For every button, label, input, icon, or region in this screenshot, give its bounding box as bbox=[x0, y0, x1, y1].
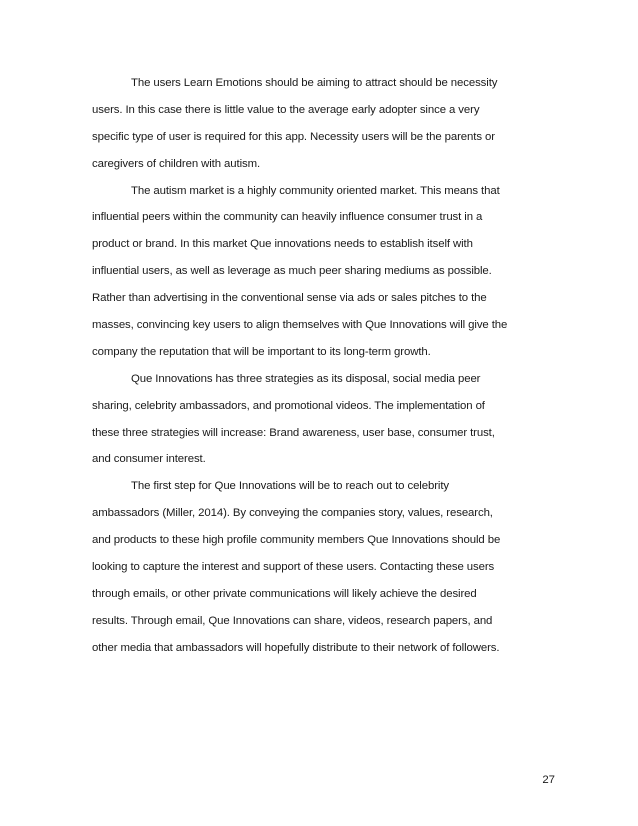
text-line: Que Innovations has three strategies as its disposal, social media peer bbox=[131, 372, 481, 385]
text-line: masses, convincing key users to align themselves with Que Innovations will give the bbox=[92, 319, 508, 332]
text-line: these three strategies will increase: Brand awareness, user base, consumer trust, bbox=[92, 426, 495, 439]
text-line: specific type of user is required for this app. Necessity users will be the parents or bbox=[92, 130, 495, 143]
text-line: company the reputation that will be important to its long-term growth. bbox=[92, 345, 431, 358]
text-line: looking to capture the interest and support of these users. Contacting these users bbox=[92, 561, 495, 574]
body-text bbox=[92, 70, 554, 662]
text-line: The users Learn Emotions should be aiming to attract should be necessity bbox=[131, 77, 498, 89]
text-line: The autism market is a highly community oriented market. This means that bbox=[131, 184, 500, 197]
text-line: influential users, as well as leverage as much peer sharing mediums as possible. bbox=[92, 265, 492, 278]
text-line: through emails, or other private communications will likely achieve the desired bbox=[92, 587, 477, 600]
text-line: and consumer interest. bbox=[92, 453, 206, 466]
text-line: sharing, celebrity ambassadors, and promotional videos. The implementation of bbox=[92, 399, 485, 412]
text-line: caregivers of children with autism. bbox=[92, 157, 261, 170]
text-line: other media that ambassadors will hopefully distribute to their network of followers. bbox=[92, 641, 500, 654]
text-line: influential peers within the community can heavily influence consumer trust in a bbox=[92, 211, 483, 224]
text-line: The first step for Que Innovations will be to reach out to celebrity bbox=[131, 480, 449, 493]
text-line: results. Through email, Que Innovations can share, videos, research papers, and bbox=[92, 614, 493, 627]
text-line: product or brand. In this market Que innovations needs to establish itself with bbox=[92, 238, 473, 251]
text-line: Rather than advertising in the conventional sense via ads or sales pitches to the bbox=[92, 292, 487, 305]
text-line: users. In this case there is little value to the average early adopter since a very bbox=[92, 103, 480, 116]
text-line: and products to these high profile community members Que Innovations should be bbox=[92, 534, 501, 547]
page-number: 27 bbox=[542, 774, 555, 786]
text-line: ambassadors (Miller, 2014). By conveying the companies story, values, research, bbox=[92, 507, 493, 520]
